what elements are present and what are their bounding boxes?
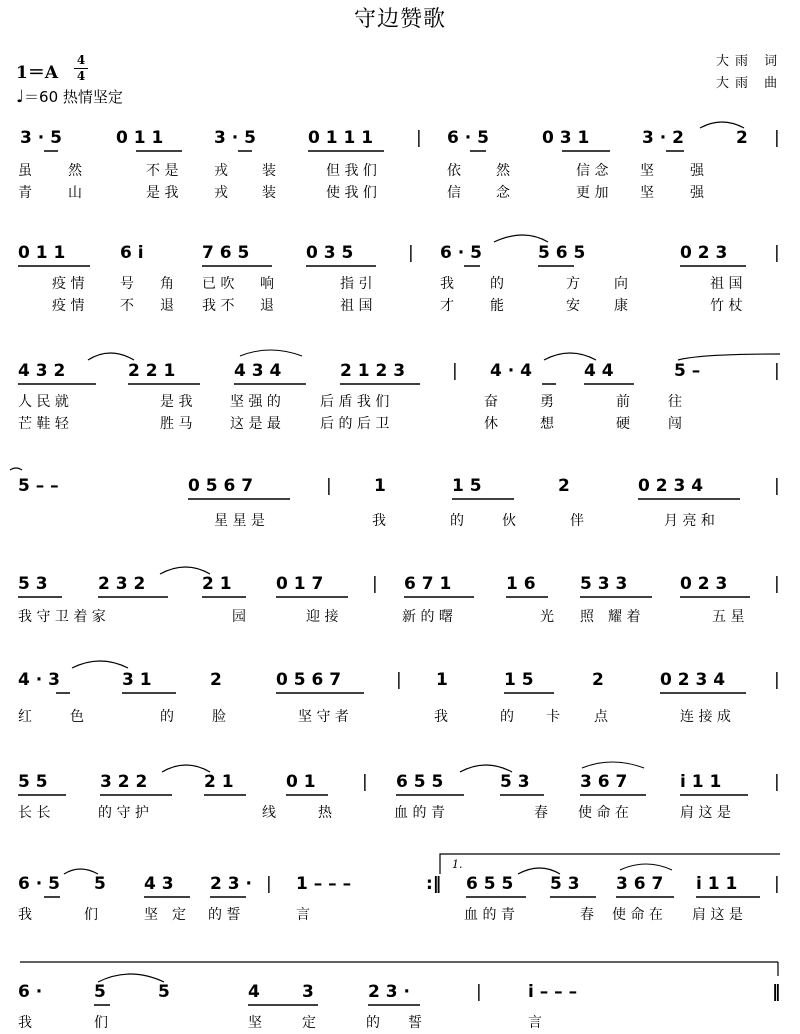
note-group: 2 1 2 3 bbox=[340, 361, 406, 381]
note-group: 6 · 5 bbox=[440, 243, 482, 263]
lyric: 我 bbox=[434, 709, 448, 725]
lyric: 月 亮 和 bbox=[664, 513, 715, 529]
note-group: 5 3 bbox=[18, 574, 48, 594]
quarter-note-icon: ♩ bbox=[16, 87, 25, 107]
volta-ending-label: 1. bbox=[452, 858, 463, 871]
note-group: 1 bbox=[436, 670, 448, 690]
lyric: 热 bbox=[318, 805, 332, 821]
note-group: 0 1 1 bbox=[18, 243, 66, 263]
lyrics-verse-1 bbox=[0, 391, 800, 413]
lyric: 新 的 曙 bbox=[402, 609, 453, 625]
lyric: 虽 bbox=[18, 163, 32, 179]
lyric: 强 bbox=[690, 185, 704, 201]
barline: | bbox=[362, 772, 368, 792]
lyric: 我 bbox=[18, 907, 32, 923]
lyric: 我 bbox=[372, 513, 386, 529]
lyrics-verse-2 bbox=[0, 413, 800, 435]
lyric: 强 bbox=[690, 163, 704, 179]
note-group: 1 6 bbox=[506, 574, 536, 594]
lyric: 卡 bbox=[546, 709, 560, 725]
barline: | bbox=[266, 874, 272, 894]
lyric: 春 bbox=[580, 907, 594, 923]
lyric: 我 不 bbox=[202, 298, 235, 314]
note-group: 3 · 5 bbox=[20, 128, 62, 148]
lyric: 坚 守 者 bbox=[298, 709, 349, 725]
lyric: 信 bbox=[447, 185, 461, 201]
lyric: 伙 bbox=[502, 513, 516, 529]
tie bbox=[160, 567, 210, 574]
lyric: 然 bbox=[496, 163, 510, 179]
note-group: 3 6 7 bbox=[580, 772, 628, 792]
lyric: 坚 bbox=[248, 1015, 262, 1031]
lyric: 红 bbox=[18, 709, 32, 725]
lyric: 星 星 是 bbox=[214, 513, 265, 529]
note-group: 3 2 2 bbox=[100, 772, 148, 792]
barline: | bbox=[774, 670, 780, 690]
tie bbox=[10, 468, 22, 470]
barline: | bbox=[774, 772, 780, 792]
volta-bracket bbox=[440, 854, 780, 874]
note-group: i 1 1 bbox=[680, 772, 722, 792]
note-group: 2 bbox=[592, 670, 604, 690]
lyric: 的 bbox=[500, 709, 514, 725]
note-group: 2 bbox=[558, 476, 570, 496]
lyric: 五 星 bbox=[712, 609, 745, 625]
lyric: 的 bbox=[366, 1015, 380, 1031]
lyric: 使 命 在 bbox=[612, 907, 663, 923]
note-group: 0 1 1 1 bbox=[308, 128, 374, 148]
lyrics-verse-1 bbox=[0, 706, 800, 728]
lyric: 是 我 bbox=[146, 185, 179, 201]
lyric: 人 民 就 bbox=[18, 394, 69, 410]
note-group: 7 6 5 bbox=[202, 243, 250, 263]
lyric: 誓 bbox=[408, 1015, 422, 1031]
lyric: 血 的 青 bbox=[394, 805, 445, 821]
lyric: 使 我 们 bbox=[326, 185, 377, 201]
note-group: 2 2 1 bbox=[128, 361, 176, 381]
lyric: 更 加 bbox=[576, 185, 609, 201]
composer-credit: 大雨 曲 bbox=[716, 76, 784, 91]
lyric: 使 命 在 bbox=[578, 805, 629, 821]
time-signature-bottom: 4 bbox=[76, 69, 86, 83]
note-group: 3 1 bbox=[122, 670, 152, 690]
final-barline: ‖ bbox=[772, 982, 781, 1002]
lyrics-verse-1 bbox=[0, 160, 800, 182]
note-group: 5 5 bbox=[18, 772, 48, 792]
lyrics-verse-1 bbox=[0, 802, 800, 824]
lyric: 们 bbox=[94, 1015, 108, 1031]
note-group: 5 – – bbox=[18, 476, 59, 496]
song-title: 守边赞歌 bbox=[353, 7, 446, 32]
note-group: 0 5 6 7 bbox=[188, 476, 254, 496]
time-signature bbox=[74, 54, 88, 83]
note-group: 0 2 3 4 bbox=[638, 476, 704, 496]
lyric: 胜 马 bbox=[160, 416, 193, 432]
notes-row bbox=[0, 772, 800, 800]
note-group: 4 · 3 bbox=[18, 670, 60, 690]
lyric: 定 bbox=[172, 907, 186, 923]
lyric: 坚 bbox=[144, 907, 158, 923]
note-group: 4 3 bbox=[144, 874, 174, 894]
triplet-bracket bbox=[582, 762, 644, 768]
lyric: 闯 bbox=[668, 416, 682, 432]
lyric: 往 bbox=[668, 394, 682, 410]
note-group: 3 6 7 bbox=[616, 874, 664, 894]
lyric: 们 bbox=[84, 907, 98, 923]
lyric: 言 bbox=[528, 1015, 542, 1031]
lyric: 坚 强 的 bbox=[230, 394, 281, 410]
notes-row bbox=[0, 982, 800, 1010]
notes-row bbox=[0, 574, 800, 602]
lyric: 我 bbox=[440, 276, 454, 292]
tie bbox=[88, 353, 134, 360]
lyric: 装 bbox=[262, 163, 276, 179]
lyric: 勇 bbox=[540, 394, 554, 410]
lyric: 光 bbox=[540, 609, 554, 625]
lyric: 才 bbox=[440, 298, 454, 314]
barline: | bbox=[408, 243, 414, 263]
lyric: 信 念 bbox=[576, 163, 609, 179]
tie bbox=[494, 235, 548, 242]
lyric: 后 盾 我 们 bbox=[320, 394, 390, 410]
note-group: 0 1 1 bbox=[116, 128, 164, 148]
lyrics-verse-2 bbox=[0, 295, 800, 317]
lyric: 戎 bbox=[214, 185, 228, 201]
lyric: 疫 情 bbox=[52, 298, 85, 314]
tie bbox=[162, 765, 210, 772]
lyric: 长 长 bbox=[18, 805, 51, 821]
note-group: 1 5 bbox=[504, 670, 534, 690]
lyric: 指 引 bbox=[340, 276, 373, 292]
barline: | bbox=[372, 574, 378, 594]
barline: | bbox=[416, 128, 422, 148]
lyric: 能 bbox=[490, 298, 504, 314]
note-group: 2 bbox=[210, 670, 222, 690]
lyric: 肩 这 是 bbox=[692, 907, 743, 923]
note-group: 0 3 5 bbox=[306, 243, 354, 263]
triplet-bracket bbox=[240, 350, 302, 356]
note-group: 6 5 5 bbox=[466, 874, 514, 894]
tie bbox=[460, 765, 512, 772]
lyric: 伴 bbox=[570, 513, 584, 529]
note-group: 3 bbox=[302, 982, 314, 1002]
key-signature: 1＝A bbox=[16, 63, 59, 83]
notes-row bbox=[0, 670, 800, 698]
note-group: 6 · 5 bbox=[447, 128, 489, 148]
note-group: 3 · 5 bbox=[214, 128, 256, 148]
note-group: i 1 1 bbox=[696, 874, 738, 894]
tie bbox=[678, 354, 780, 360]
note-group: 6 · 5 bbox=[18, 874, 60, 894]
note-group: 3 · 2 bbox=[642, 128, 684, 148]
lyric: 然 bbox=[68, 163, 82, 179]
lyric: 向 bbox=[614, 276, 628, 292]
note-group: 5 bbox=[94, 874, 106, 894]
barline: | bbox=[774, 128, 780, 148]
tie bbox=[72, 661, 128, 668]
note-group: 2 1 bbox=[202, 574, 232, 594]
notes-row bbox=[0, 361, 800, 389]
barline: | bbox=[452, 361, 458, 381]
lyric: 念 bbox=[496, 185, 510, 201]
barline: | bbox=[774, 476, 780, 496]
lyric: 定 bbox=[302, 1015, 316, 1031]
lyric: 不 bbox=[120, 298, 134, 314]
lyric: 戎 bbox=[214, 163, 228, 179]
note-group: 4 4 bbox=[584, 361, 614, 381]
lyrics-verse-2 bbox=[0, 182, 800, 204]
lyric: 耀 着 bbox=[608, 609, 641, 625]
note-group: 2 bbox=[736, 128, 748, 148]
lyric: 前 bbox=[616, 394, 630, 410]
note-group: 4 bbox=[248, 982, 260, 1002]
note-group: 4 3 4 bbox=[234, 361, 282, 381]
note-group: 0 1 bbox=[286, 772, 316, 792]
lyric: 康 bbox=[614, 298, 628, 314]
lyric: 言 bbox=[296, 907, 310, 923]
lyric: 园 bbox=[232, 609, 246, 625]
lyricist-credit: 大雨 词 bbox=[716, 54, 784, 69]
lyric: 坚 bbox=[640, 163, 654, 179]
lyric: 的 bbox=[490, 276, 504, 292]
repeat-sign: :‖ bbox=[426, 874, 442, 894]
note-group: 4 · 4 bbox=[490, 361, 532, 381]
note-group: 1 bbox=[374, 476, 386, 496]
lyric: 色 bbox=[70, 709, 84, 725]
note-group: 0 2 3 4 bbox=[660, 670, 726, 690]
notes-row bbox=[0, 874, 800, 902]
note-group: 0 1 7 bbox=[276, 574, 324, 594]
note-group: 6 i bbox=[120, 243, 144, 263]
lyric: 休 bbox=[484, 416, 498, 432]
lyric: 肩 这 是 bbox=[680, 805, 731, 821]
lyric: 我 守 卫 着 家 bbox=[18, 609, 106, 625]
barline: | bbox=[326, 476, 332, 496]
note-group: 0 2 3 bbox=[680, 574, 728, 594]
note-group: 1 – – – bbox=[296, 874, 352, 894]
lyric: 这 是 最 bbox=[230, 416, 281, 432]
lyric: 的 bbox=[450, 513, 464, 529]
lyric: 方 bbox=[566, 276, 580, 292]
lyric: 退 bbox=[260, 298, 274, 314]
note-group: 2 3 · bbox=[210, 874, 252, 894]
note-group: 5 bbox=[94, 982, 106, 1002]
note-group: 4 3 2 bbox=[18, 361, 66, 381]
tie bbox=[98, 974, 164, 982]
tempo-marking bbox=[16, 86, 123, 107]
lyric: 已 吹 bbox=[202, 276, 235, 292]
lyric: 不 是 bbox=[146, 163, 179, 179]
tie bbox=[544, 353, 596, 360]
lyric: 的 bbox=[160, 709, 174, 725]
notes-row bbox=[0, 476, 800, 504]
lyrics-verse-1 bbox=[0, 510, 800, 532]
lyric: 迎 接 bbox=[306, 609, 339, 625]
lyric: 竹 杖 bbox=[710, 298, 743, 314]
lyric: 号 bbox=[120, 276, 134, 292]
barline: | bbox=[774, 243, 780, 263]
note-group: 0 3 1 bbox=[542, 128, 590, 148]
barline: | bbox=[774, 574, 780, 594]
lyric: 退 bbox=[160, 298, 174, 314]
lyric: 祖 国 bbox=[340, 298, 373, 314]
lyric: 后 的 后 卫 bbox=[320, 416, 390, 432]
lyric: 响 bbox=[260, 276, 274, 292]
lyric: 祖 国 bbox=[710, 276, 743, 292]
lyric: 的 誓 bbox=[208, 907, 241, 923]
lyric: 但 我 们 bbox=[326, 163, 377, 179]
lyric: 想 bbox=[540, 416, 554, 432]
lyric: 依 bbox=[447, 163, 461, 179]
lyric: 安 bbox=[566, 298, 580, 314]
lyric: 的 守 护 bbox=[98, 805, 149, 821]
lyric: 角 bbox=[160, 276, 174, 292]
lyric: 青 bbox=[18, 185, 32, 201]
lyric: 山 bbox=[68, 185, 82, 201]
barline: | bbox=[774, 361, 780, 381]
lyric: 线 bbox=[262, 805, 276, 821]
tempo-text: ＝60 热情坚定 bbox=[24, 88, 123, 106]
note-group: 6 7 1 bbox=[404, 574, 452, 594]
note-group: 0 5 6 7 bbox=[276, 670, 342, 690]
note-group: 2 3 · bbox=[368, 982, 410, 1002]
note-group: 6 5 5 bbox=[396, 772, 444, 792]
note-group: 5 3 bbox=[550, 874, 580, 894]
notes-row bbox=[0, 243, 800, 271]
lyric: 装 bbox=[262, 185, 276, 201]
lyrics-verse-1 bbox=[0, 606, 800, 628]
lyric: 我 bbox=[18, 1015, 32, 1031]
lyric: 春 bbox=[534, 805, 548, 821]
lyrics-verse-1 bbox=[0, 904, 800, 926]
lyric: 血 的 青 bbox=[464, 907, 515, 923]
note-group: 5 – bbox=[674, 361, 701, 381]
note-group: i – – – bbox=[528, 982, 578, 1002]
triplet-bracket bbox=[620, 864, 672, 870]
note-group: 5 3 3 bbox=[580, 574, 628, 594]
lyric: 点 bbox=[594, 709, 608, 725]
time-signature-top: 4 bbox=[76, 53, 86, 67]
note-group: 5 3 bbox=[500, 772, 530, 792]
lyric: 连 接 成 bbox=[680, 709, 731, 725]
lyric: 坚 bbox=[640, 185, 654, 201]
note-group: 2 1 bbox=[204, 772, 234, 792]
lyric: 芒 鞋 轻 bbox=[18, 416, 69, 432]
note-group: 2 3 2 bbox=[98, 574, 146, 594]
lyrics-verse-1 bbox=[0, 273, 800, 295]
lyric: 脸 bbox=[212, 709, 226, 725]
lyric: 奋 bbox=[484, 394, 498, 410]
lyric: 疫 情 bbox=[52, 276, 85, 292]
note-group: 5 6 5 bbox=[538, 243, 586, 263]
note-group: 1 5 bbox=[452, 476, 482, 496]
lyric: 是 我 bbox=[160, 394, 193, 410]
note-group: 0 2 3 bbox=[680, 243, 728, 263]
notes-row bbox=[0, 128, 800, 156]
lyric: 硬 bbox=[616, 416, 630, 432]
barline: | bbox=[476, 982, 482, 1002]
barline: | bbox=[774, 874, 780, 894]
barline: | bbox=[396, 670, 402, 690]
note-group: 6 · bbox=[18, 982, 43, 1002]
lyric: 照 bbox=[580, 609, 594, 625]
note-group: 5 bbox=[158, 982, 170, 1002]
